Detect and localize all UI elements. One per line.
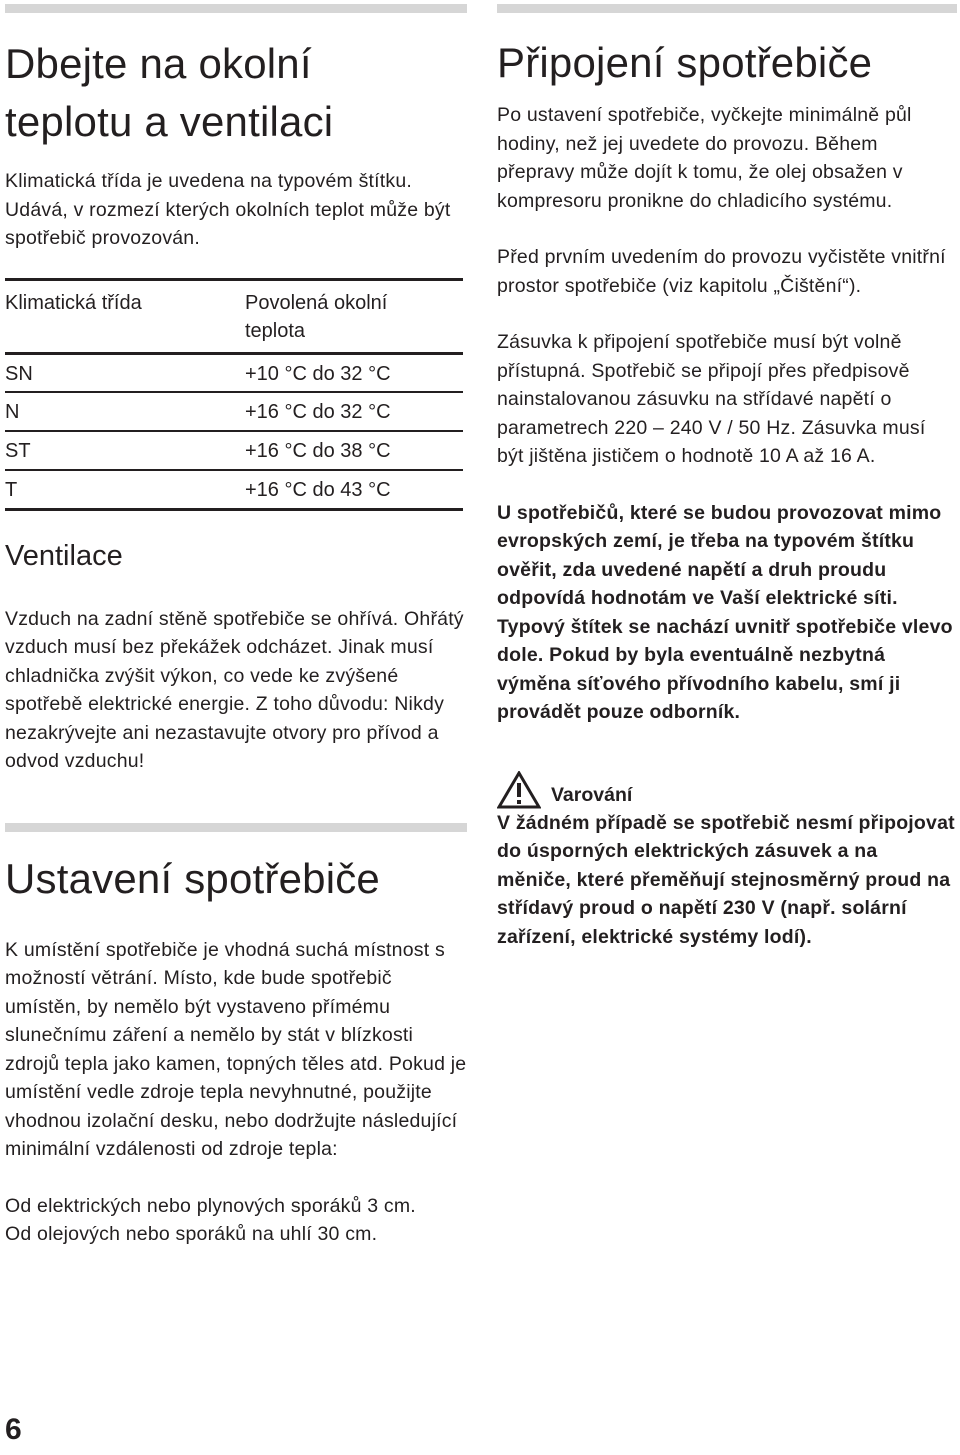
temperature-cell: +16 °C do 43 °C bbox=[245, 470, 463, 509]
distance-line: Od olejových nebo sporáků na uhlí 30 cm. bbox=[5, 1223, 378, 1245]
temperature-cell: +16 °C do 38 °C bbox=[245, 431, 463, 470]
title-line: teplotu a ventilaci bbox=[5, 98, 334, 145]
section-title-temperature bbox=[5, 35, 467, 151]
climate-class-cell: T bbox=[5, 470, 245, 509]
climate-class-cell: ST bbox=[5, 431, 245, 470]
climate-intro-text: Klimatická třída je uvedena na typovém štítku. Udává, v rozmezí kterých okolních teplot může být spotřebič provozován. bbox=[5, 170, 451, 249]
section-divider bbox=[497, 4, 957, 13]
table-row bbox=[5, 431, 463, 470]
connection-intro-text: Po ustavení spotřebiče, vyčkejte minimálně půl hodiny, než jej uvedete do provozu. Během přepravy může dojít k tomu, že olej obsažen v kompresoru pronikne do chladicího systému. bbox=[497, 104, 912, 212]
table-row bbox=[5, 392, 463, 431]
page-number: 6 bbox=[5, 1413, 22, 1446]
socket-text: Zásuvka k připojení spotřebiče musí být volně přístupná. Spotřebič se připojí přes předpisově nainstalovanou zásuvku na střídavé napětí o parametrech 220 – 240 V / 50 Hz. Zásuvka musí být jištěna jističem o hodnotě 10 A až 16 A. bbox=[497, 331, 926, 467]
title-line: Dbejte na okolní bbox=[5, 40, 312, 87]
climate-class-cell: N bbox=[5, 392, 245, 431]
section-divider bbox=[5, 4, 467, 13]
header-allowed-temperature: Povolená okolní teplota bbox=[245, 291, 388, 342]
cleaning-text: Před prvním uvedením do provozu vyčistěte vnitřní prostor spotřebiče (viz kapitolu „Čištění“). bbox=[497, 246, 946, 297]
section-divider bbox=[5, 823, 467, 832]
header-climate-class: Klimatická třída bbox=[5, 291, 142, 314]
warning-label: Varování bbox=[551, 783, 633, 806]
table-row bbox=[5, 353, 463, 392]
table-row bbox=[5, 470, 463, 509]
section-title-placement: Ustavení spotřebiče bbox=[5, 854, 380, 902]
right-column bbox=[497, 0, 957, 951]
section-title-connection: Připojení spotřebiče bbox=[497, 39, 873, 86]
warning-triangle-icon bbox=[497, 771, 541, 809]
distance-line: Od elektrických nebo plynových sporáků 3 cm. bbox=[5, 1194, 416, 1217]
warning-text: V žádném případě se spotřebič nesmí připojovat do úsporných elektrických zásuvek a na měniče, které přeměňují stejnosměrný proud na střídavý proud o napětí 230 V (např. solární zařízení, elektrické systémy lodí). bbox=[497, 811, 955, 948]
table-header-row bbox=[5, 279, 463, 353]
warning-header bbox=[497, 771, 957, 809]
temperature-cell: +16 °C do 32 °C bbox=[245, 392, 463, 431]
distance-text bbox=[5, 1192, 467, 1249]
climate-class-table bbox=[5, 278, 463, 511]
climate-class-cell: SN bbox=[5, 353, 245, 392]
temperature-cell: +10 °C do 32 °C bbox=[245, 353, 463, 392]
placement-text: K umístění spotřebiče je vhodná suchá místnost s možností větrání. Místo, kde bude spotřebič umístěn, by nemělo být vystaveno přímému slunečnímu záření a nemělo by stát v blízkosti zdrojů tepla jako kamen, topných těles atd. Pokud je umístění vedle zdroje tepla nevyhnutné, použijte vhodnou izolační desku, nebo dodržujte následující minimální vzdálenosti od zdroje tepla: bbox=[5, 938, 467, 1160]
ventilation-heading: Ventilace bbox=[5, 539, 123, 572]
foreign-countries-text: U spotřebičů, které se budou provozovat mimo evropských zemí, je třeba na typovém štítku ověřit, zda uvedené napětí a druh proudu odpovídá hodnotám ve Vaší elektrické síti. Typový štítek se nachází uvnitř spotřebiče vlevo dole. Pokud by byla eventuálně nezbytná výměna síťového přívodního kabelu, smí ji provádět pouze odborník. bbox=[497, 501, 953, 723]
left-column bbox=[5, 0, 467, 1249]
ventilation-text: Vzduch na zadní stěně spotřebiče se ohřívá. Ohřátý vzduch musí bez překážek odcházet. Jinak musí chladnička zvýšit výkon, co vede ke zvýšené spotřebě elektrické energie. Z toho důvodu: Nikdy nezakrývejte ani nezastavujte otvory pro přívod a odvod vzduchu! bbox=[5, 607, 464, 772]
